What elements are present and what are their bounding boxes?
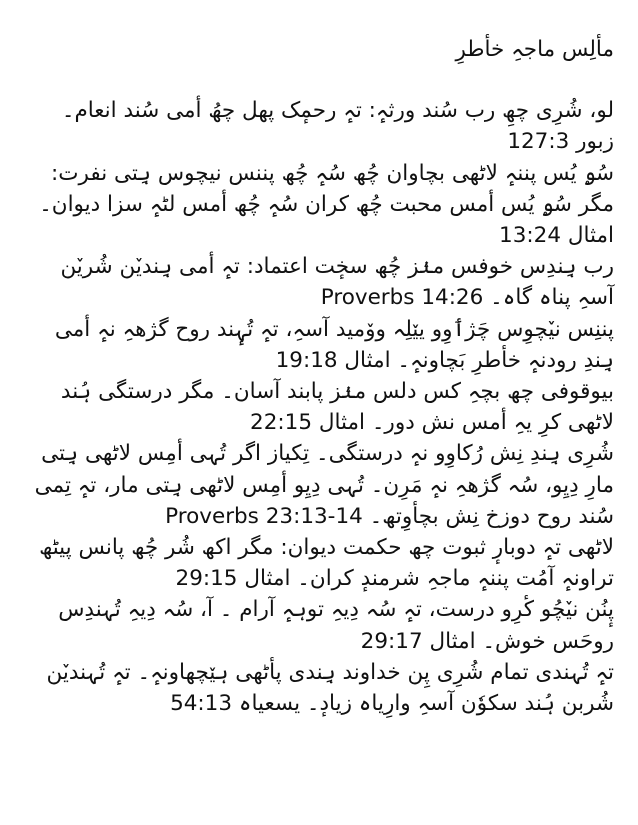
- verse-proverbs-19-18: پننِس نیٚچوِس چَژٲوِو یێلِہ ووٚمید آسہِ، تہٕ تُہٕند روح گژھہِ نہٕ أمی ہِندِ رودنہٕ خأطرِ بَچاونہٕ۔ امثال 19:18: [54, 316, 614, 373]
- page-title: مألِس ماجہِ خأطرِ: [455, 37, 614, 62]
- verse-proverbs-23-13-14: شُرِی ہِندِ نِش رُکاوِو نہٕ درستگی۔ تِکیاز اگر تُہی أمِس لاٹھی ہِتی مارِ دِیِو، سُہ گژھہِ نہٕ مَرِن۔ تُہی دِیِو أمِس لاٹھی ہِتی مار، تہٕ تِمی سُند روح دوزخ نِش بچأوِتھ۔ Proverbs 23:13-14: [34, 441, 614, 529]
- verse-proverbs-29-17: پٕنُن نیٚچُو کٔرِو درست، تہٕ سُہ دِیہِ توہہٕ آرام ۔ آ، سُہ دِیہِ تُہندِس روحَس خوش۔ امثال 29:17: [58, 597, 614, 654]
- verse-proverbs-22-15: بیوقوفی چھ بچہِ کس دلس منٛز پابند آسان۔ مگر درستگی ہُند لاٹھی کرِ یہِ أمس نش دور۔ امثال 22:15: [60, 379, 614, 436]
- verse-isaiah-54-13: تہٕ تُہندی تمام شُرِی پِن خداوند ہِندی پأٹھی ہێچھاونہٕ۔ تہٕ تُہندیٚن شُربن ہُند سکوٗن آسہِ وارِیاہ زیادٕ۔ یسعیاہ 54:13: [46, 659, 614, 717]
- verse-proverbs-29-15: لاٹھی تہٕ دوبارٕ ثبوت چھ حکمت دیوان: مگر اکھ شُر چُھ پانس پیٹھ تراونہٕ آمُت پننہٕ ماجہِ شرمندٕ کران۔ امثال 29:15: [39, 535, 614, 592]
- document-page: [28, 34, 614, 719]
- verse-proverbs-14-26: رب ہِندِس خوفس منٛز چُھ سخٕت اعتماد: تہٕ أمی ہِندیٚن شُریٚن آسہِ پناہ گاہ۔ Proverbs 14:26: [60, 254, 614, 311]
- verse-proverbs-13-24: سُۄ یُس پننہٕ لاٹھی بچاوان چُھ سُہٕ چُھ پننس نیچوس ہِتی نفرت: مگر سُۄ یُس أمس محبت چُھ کران سُہٕ چُھ أمس لٹہٕ سزا دیوان۔ امثال 13:24: [39, 160, 614, 249]
- verse-psalm-127-3: لو، شُرِی چھِ رب سُند ورثہٕ: تہٕ رحمٕک پھل چھُ أمی سُند انعام۔ زبور 127:3: [61, 98, 614, 155]
